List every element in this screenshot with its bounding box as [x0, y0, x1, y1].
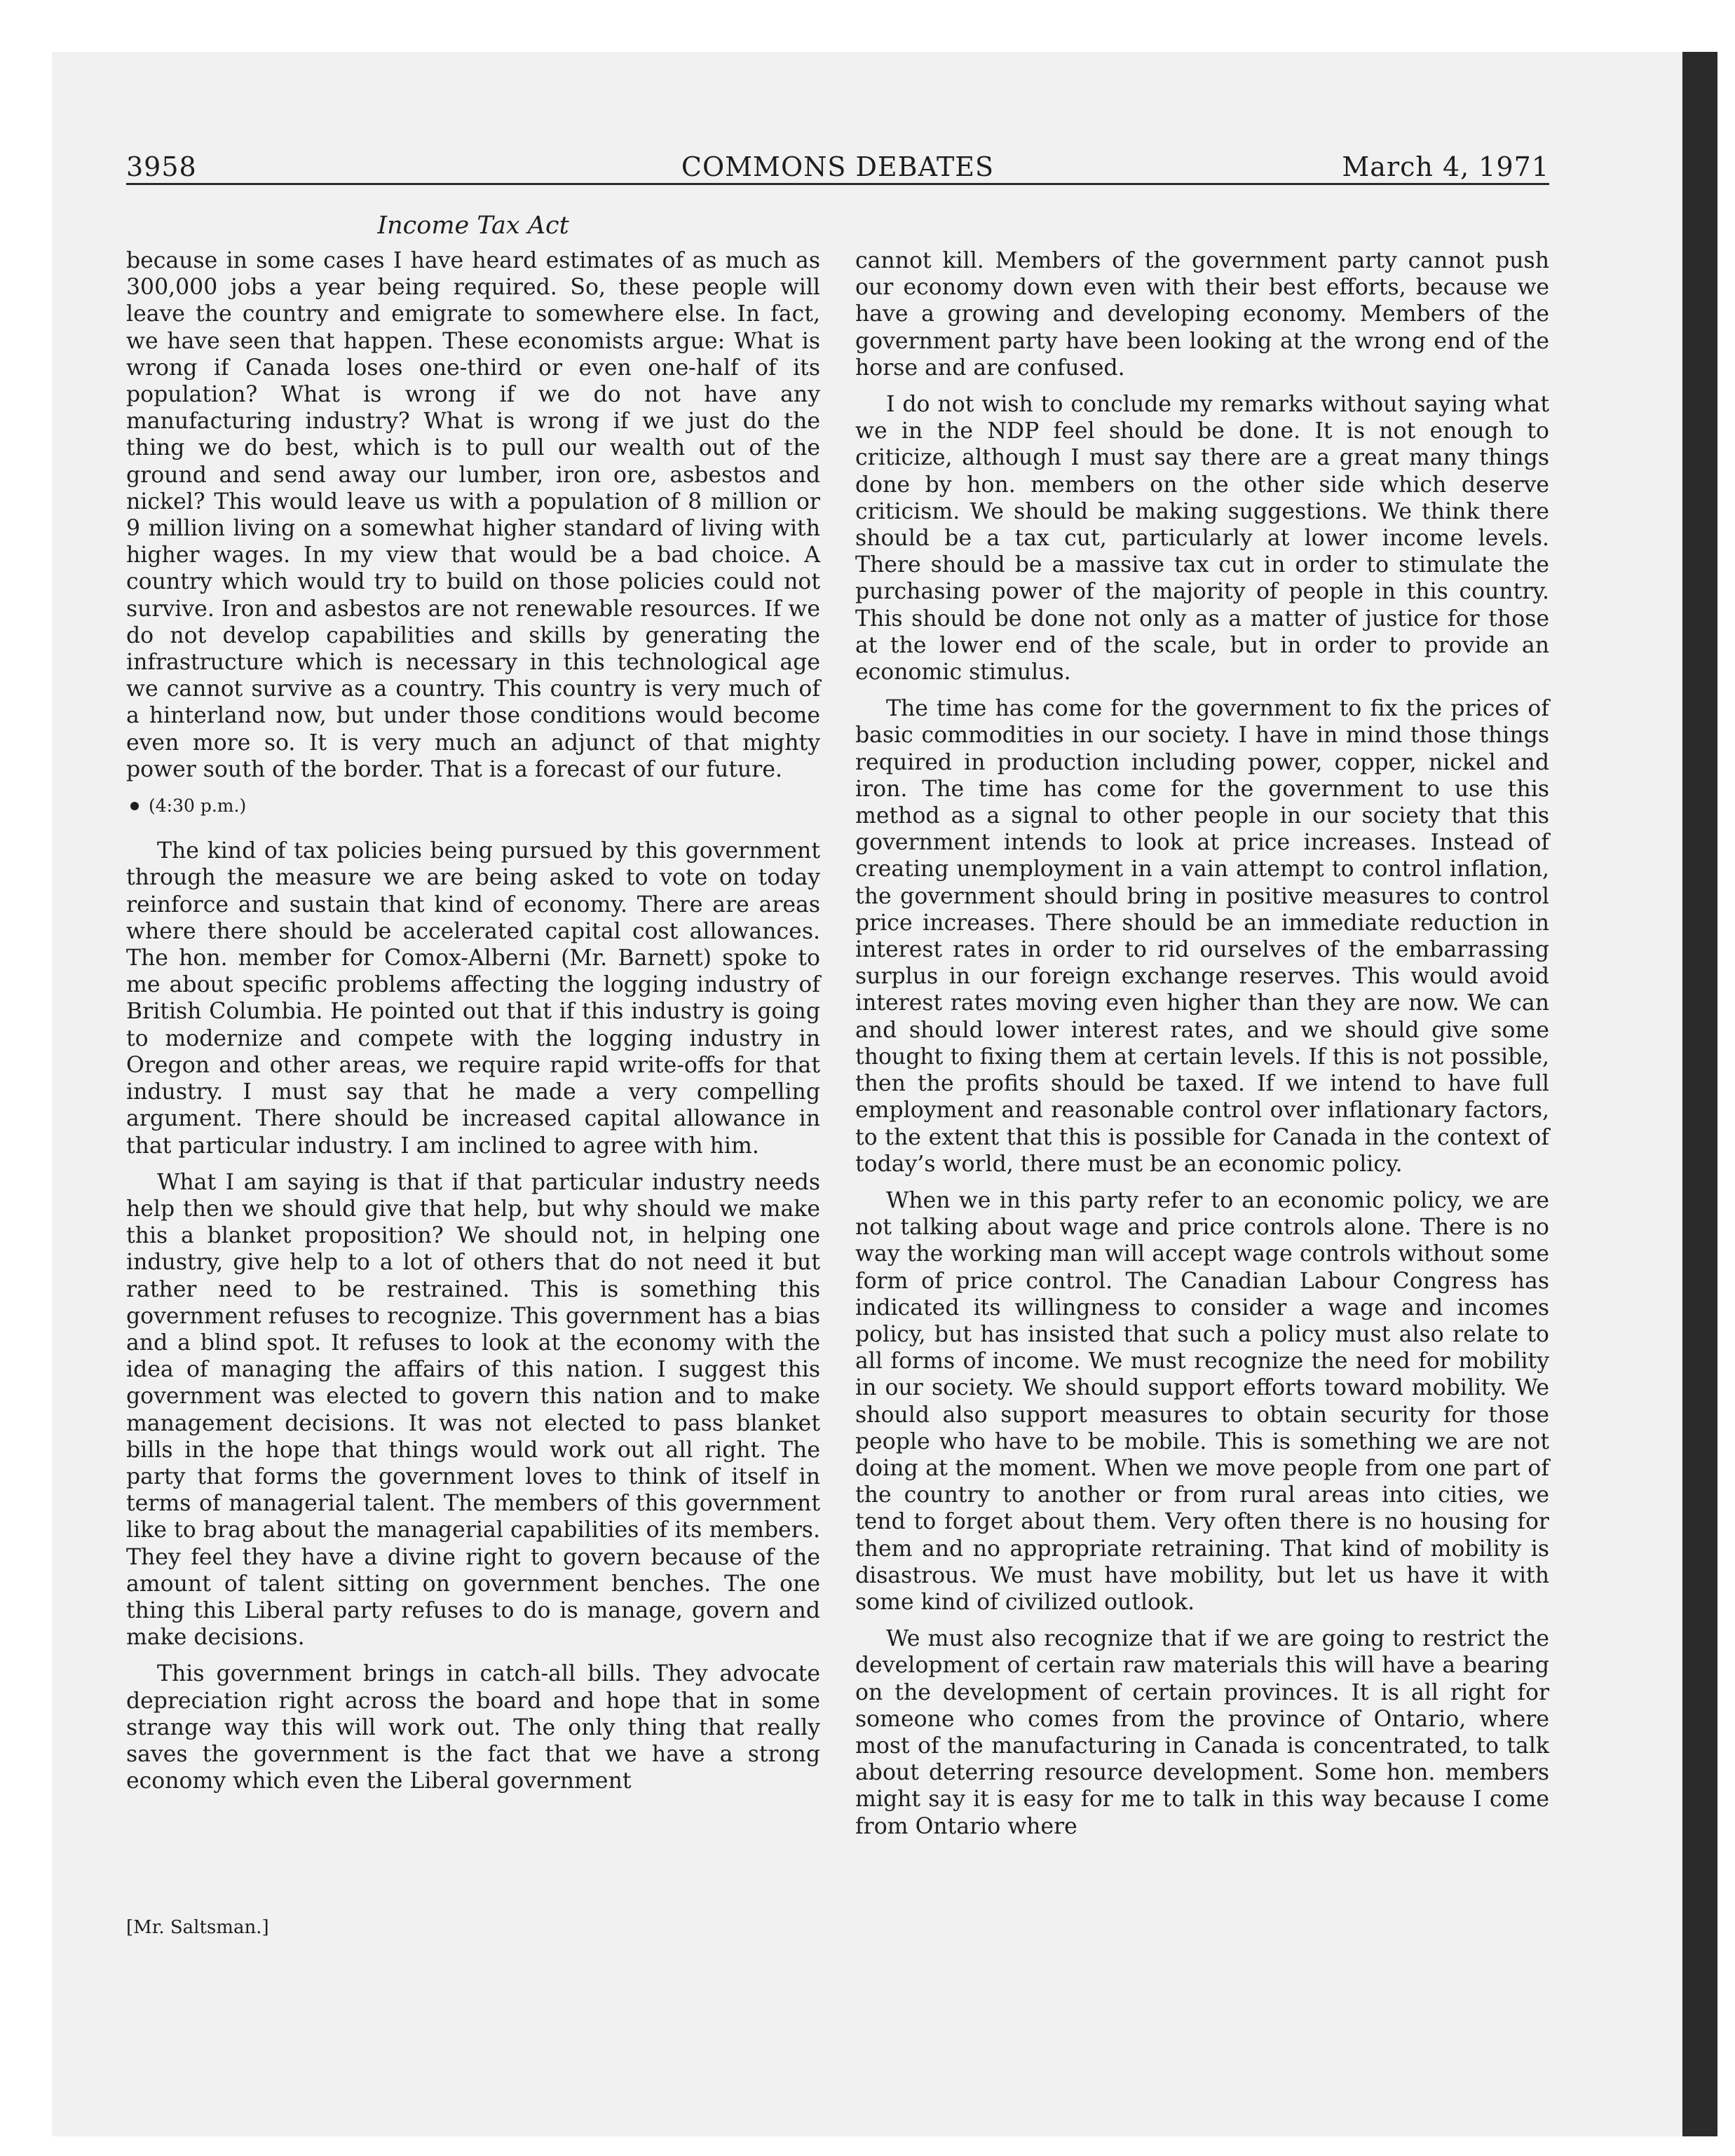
section-title: Income Tax Act: [377, 212, 569, 240]
paragraph: What I am saying is that if that particular industry needs help then we should give that help, but why should we make this a blanket proposition? We should not, in helping one industry, give help to a lot of others that do not need it but rather need to be restrained. This is something this government refuses to recognize. This government has a bias and a blind spot. It refuses to look at the economy with the idea of managing the affairs of this nation. I suggest this government was elected to govern this nation and to make management decisions. It was not elected to pass blanket bills in the hope that things would work out all right. The party that forms the government loves to think of itself in terms of managerial talent. The members of this government like to brag about the managerial capabilities of its members. They feel they have a divine right to govern because of the amount of talent sitting on government benches. The one thing this Liberal party refuses to do is manage, govern and make decisions.: [126, 1169, 820, 1651]
speaker-note: [Mr. Saltsman.]: [126, 1917, 269, 1938]
bullet-icon: [130, 802, 139, 810]
page-header: [126, 151, 1549, 185]
paragraph: This government brings in catch-all bills. They advocate depreciation right across the board and hope that in some strange way this will work out. The only thing that really saves the government is the fact that we have a strong economy which even the Liberal government: [126, 1661, 820, 1794]
time-stamp-text: (4:30 p.m.): [149, 796, 247, 817]
paragraph: cannot kill. Members of the government party cannot push our economy down even with their best efforts, because we have a growing and developing economy. Members of the government party have been looking at the wrong end of the horse and are confused.: [855, 248, 1549, 381]
journal-title: COMMONS DEBATES: [681, 151, 995, 182]
paragraph: The kind of tax policies being pursued by this government through the measure we are being asked to vote on today reinforce and sustain that kind of economy. There are areas where there should be accelerated capital cost allowances. The hon. member for Comox-Alberni (Mr. Barnett) spoke to me about specific problems affecting the logging industry of British Columbia. He pointed out that if this industry is going to modernize and compete with the logging industry in Oregon and other areas, we require rapid write-offs for that industry. I must say that he made a very compelling argument. There should be increased capital allowance in that particular industry. I am inclined to agree with him.: [126, 838, 820, 1159]
right-column: [855, 247, 1549, 1850]
paragraph: We must also recognize that if we are going to restrict the development of certain raw materials this will have a bearing on the development of certain provinces. It is all right for someone who comes from the province of Ontario, where most of the manufacturing in Canada is concentrated, to talk about deterring resource development. Some hon. members might say it is easy for me to talk in this way because I come from Ontario where: [855, 1626, 1549, 1839]
scan-edge-shadow: [1682, 52, 1717, 2136]
paragraph: When we in this party refer to an economic policy, we are not talking about wage and price controls alone. There is no way the working man will accept wage controls without some form of price control. The Canadian Labour Congress has indicated its willingness to consider a wage and incomes policy, but has insisted that such a policy must also relate to all forms of income. We must recognize the need for mobility in our society. We should support efforts toward mobility. We should also support measures to obtain security for those people who have to be mobile. This is something we are not doing at the moment. When we move people from one part of the country to another or from rural areas into cities, we tend to forget about them. Very often there is no housing for them and no appropriate retraining. That kind of mobility is disastrous. We must have mobility, but let us have it with some kind of civilized outlook.: [855, 1187, 1549, 1615]
paragraph: because in some cases I have heard estimates of as much as 300,000 jobs a year being required. So, these people will leave the country and emigrate to somewhere else. In fact, we have seen that happen. These economists argue: What is wrong if Canada loses one-third or even one-half of its population? What is wrong if we do not have any manufacturing industry? What is wrong if we just do the thing we do best, which is to pull our wealth out of the ground and send away our lumber, iron ore, asbestos and nickel? This would leave us with a population of 8 million or 9 million living on a somewhat higher standard of living with higher wages. In my view that would be a bad choice. A country which would try to build on those policies could not survive. Iron and asbestos are not renewable resources. If we do not develop capabilities and skills by generating the infrastructure which is necessary in this technological age we cannot survive as a country. This country is very much of a hinterland now, but under those conditions would become even more so. It is very much an adjunct of that mighty power south of the border. That is a forecast of our future.: [126, 248, 820, 782]
page-number: 3958: [126, 151, 197, 182]
time-stamp: [126, 793, 820, 819]
issue-date: March 4, 1971: [1342, 151, 1549, 182]
paragraph: I do not wish to conclude my remarks without saying what we in the NDP feel should be done. It is not enough to criticize, although I must say there are a great many things done by hon. members on the other side which deserve criticism. We should be making suggestions. We think there should be a tax cut, particularly at lower income levels. There should be a massive tax cut in order to stimulate the purchasing power of the majority of people in this country. This should be done not only as a matter of justice for those at the lower end of the scale, but in order to provide an economic stimulus.: [855, 392, 1549, 685]
left-column: [126, 247, 820, 1804]
paragraph: The time has come for the government to fix the prices of basic commodities in our society. I have in mind those things required in production including power, copper, nickel and iron. The time has come for the government to use this method as a signal to other people in our society that this government intends to look at price increases. Instead of creating unemployment in a vain attempt to control inflation, the government should bring in positive measures to control price increases. There should be an immediate reduction in interest rates in order to rid ourselves of the embarrassing surplus in our foreign exchange reserves. This would avoid interest rates moving even higher than they are now. We can and should lower interest rates, and we should give some thought to fixing them at certain levels. If this is not possible, then the profits should be taxed. If we intend to have full employment and reasonable control over inflationary factors, to the extent that this is possible for Canada in the context of today’s world, there must be an economic policy.: [855, 696, 1549, 1177]
